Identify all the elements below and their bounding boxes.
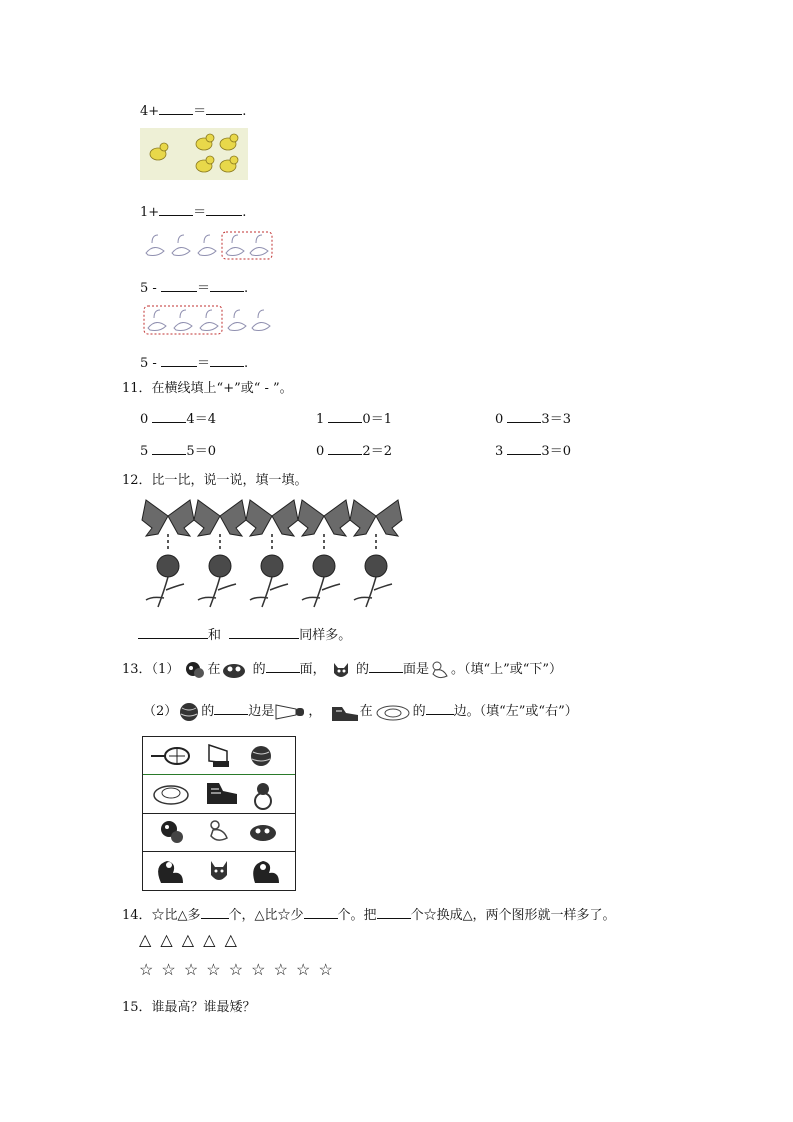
eq-prefix: 1+ bbox=[140, 205, 160, 220]
equation-1 bbox=[140, 100, 246, 119]
operator-blank[interactable] bbox=[152, 442, 186, 455]
equals-sign: ＝ bbox=[193, 104, 207, 119]
turtle bbox=[154, 786, 188, 804]
duck bbox=[211, 821, 227, 840]
eq-prefix: 5 - bbox=[140, 281, 157, 296]
text-zai: 在 bbox=[359, 704, 373, 719]
q11-item bbox=[495, 408, 571, 427]
grid-objects bbox=[143, 737, 295, 890]
swans-illustration bbox=[140, 229, 274, 261]
q14-text: 14．☆比△多 bbox=[122, 908, 201, 923]
operator-blank[interactable] bbox=[328, 410, 362, 423]
answer-blank[interactable] bbox=[161, 279, 197, 292]
butterflies-flowers-image bbox=[138, 494, 404, 612]
operand: 3＝3 bbox=[541, 412, 571, 427]
chicks-image bbox=[140, 128, 248, 180]
answer-blank[interactable] bbox=[210, 354, 244, 367]
eq-prefix: 5 - bbox=[140, 356, 157, 371]
q14-text: 个。把 bbox=[337, 908, 377, 923]
equation-4 bbox=[140, 352, 248, 371]
answer-blank[interactable] bbox=[210, 279, 244, 292]
shuttlecock bbox=[209, 745, 229, 767]
monkey bbox=[161, 821, 183, 843]
operator-blank[interactable] bbox=[328, 442, 362, 455]
text-de: 的 bbox=[252, 662, 266, 677]
answer-blank[interactable] bbox=[304, 906, 338, 919]
q11-item bbox=[140, 440, 216, 459]
monkey-icon bbox=[183, 660, 207, 680]
and-text: 和 bbox=[208, 628, 222, 643]
operand: 3 bbox=[495, 444, 504, 459]
q11-item bbox=[495, 440, 571, 459]
operand: 4＝4 bbox=[186, 412, 216, 427]
equation-3 bbox=[140, 277, 248, 296]
q11-item bbox=[140, 408, 216, 427]
q14-text: 个，△比☆少 bbox=[228, 908, 304, 923]
ball-icon bbox=[177, 701, 201, 723]
answer-blank[interactable] bbox=[159, 203, 193, 216]
answer-blank[interactable] bbox=[214, 702, 248, 715]
answer-blank[interactable] bbox=[377, 906, 411, 919]
answer-blank[interactable] bbox=[161, 354, 197, 367]
answer-blank[interactable] bbox=[206, 102, 242, 115]
duck-icon bbox=[429, 659, 451, 681]
answer-blank[interactable] bbox=[369, 660, 403, 673]
comma: ， bbox=[308, 704, 322, 719]
operand: 1 bbox=[316, 412, 325, 427]
operand: 3＝0 bbox=[541, 444, 571, 459]
operand: 5 bbox=[140, 444, 149, 459]
squirrel bbox=[158, 861, 183, 883]
text-de: 的 bbox=[355, 662, 369, 677]
q12-answer-line bbox=[138, 624, 351, 643]
period: . bbox=[243, 356, 249, 371]
squirrel-2 bbox=[253, 861, 279, 883]
text-de: 的 bbox=[412, 704, 426, 719]
stars-row: ☆ ☆ ☆ ☆ ☆ ☆ ☆ ☆ ☆ bbox=[139, 960, 333, 979]
text-de: 的 bbox=[201, 704, 215, 719]
cat bbox=[211, 861, 227, 880]
equation-2 bbox=[140, 201, 246, 220]
operator-blank[interactable] bbox=[152, 410, 186, 423]
answer-blank[interactable] bbox=[229, 626, 299, 639]
answer-blank[interactable] bbox=[206, 203, 242, 216]
text-bianshi: 边是 bbox=[248, 704, 275, 719]
period: . bbox=[243, 281, 249, 296]
q12-title: 12．比一比，说一说，填一填。 bbox=[122, 473, 308, 488]
dog bbox=[250, 825, 276, 841]
equals-sign: ＝ bbox=[196, 281, 210, 296]
q13-part2 bbox=[143, 700, 578, 723]
q13-number: 13． bbox=[122, 662, 152, 677]
eq-prefix: 4+ bbox=[140, 104, 160, 119]
part-label: （2） bbox=[143, 704, 178, 719]
text-mian: 面， bbox=[299, 662, 326, 677]
q11-title: 11．在横线填上“+”或“ - ”。 bbox=[122, 381, 293, 396]
operator-blank[interactable] bbox=[507, 442, 541, 455]
part-label: （1） bbox=[151, 662, 180, 677]
operand: 0＝1 bbox=[362, 412, 392, 427]
chick-ball bbox=[255, 783, 271, 809]
answer-blank[interactable] bbox=[266, 660, 300, 673]
swans-illustration bbox=[140, 303, 278, 337]
q11-item bbox=[316, 440, 392, 459]
butterflies-flowers-illustration bbox=[138, 494, 404, 612]
fill-hint: 边。（填“左”或“右”） bbox=[453, 704, 578, 719]
fill-hint: 。（填“上”或“下”） bbox=[450, 662, 563, 677]
answer-blank[interactable] bbox=[138, 626, 208, 639]
shoe-icon bbox=[330, 701, 360, 723]
chicks-illustration bbox=[140, 128, 248, 180]
operand: 2＝2 bbox=[362, 444, 392, 459]
operand: 0 bbox=[140, 412, 149, 427]
ball bbox=[251, 746, 271, 766]
equals-sign: ＝ bbox=[196, 356, 210, 371]
shuttlecock-icon bbox=[274, 701, 308, 723]
operand: 0 bbox=[316, 444, 325, 459]
shoe bbox=[207, 783, 237, 804]
objects-grid bbox=[142, 736, 296, 891]
q14-text: 个☆换成△，两个图形就一样多了。 bbox=[410, 908, 616, 923]
q15-title: 15．谁最高？谁最矮？ bbox=[122, 1000, 256, 1015]
period: . bbox=[242, 205, 247, 220]
swans-image-2 bbox=[140, 303, 278, 337]
cat-icon bbox=[330, 659, 352, 681]
triangles-row: △ △ △ △ △ bbox=[139, 930, 237, 949]
q14-question bbox=[122, 904, 616, 923]
dog-icon bbox=[220, 660, 248, 680]
q11-item bbox=[316, 408, 392, 427]
operand: 0 bbox=[495, 412, 504, 427]
q13-part1 bbox=[122, 658, 562, 681]
text-mianshi: 面是 bbox=[402, 662, 429, 677]
answer-blank[interactable] bbox=[201, 906, 229, 919]
period: . bbox=[242, 104, 247, 119]
text-zai: 在 bbox=[207, 662, 221, 677]
operator-blank[interactable] bbox=[507, 410, 541, 423]
racket bbox=[151, 748, 189, 764]
swans-image-1 bbox=[140, 229, 274, 261]
turtle-icon bbox=[373, 701, 413, 723]
operand: 5＝0 bbox=[186, 444, 216, 459]
answer-blank[interactable] bbox=[426, 702, 454, 715]
equals-sign: ＝ bbox=[193, 205, 207, 220]
answer-blank[interactable] bbox=[159, 102, 193, 115]
same-text: 同样多。 bbox=[299, 628, 352, 643]
